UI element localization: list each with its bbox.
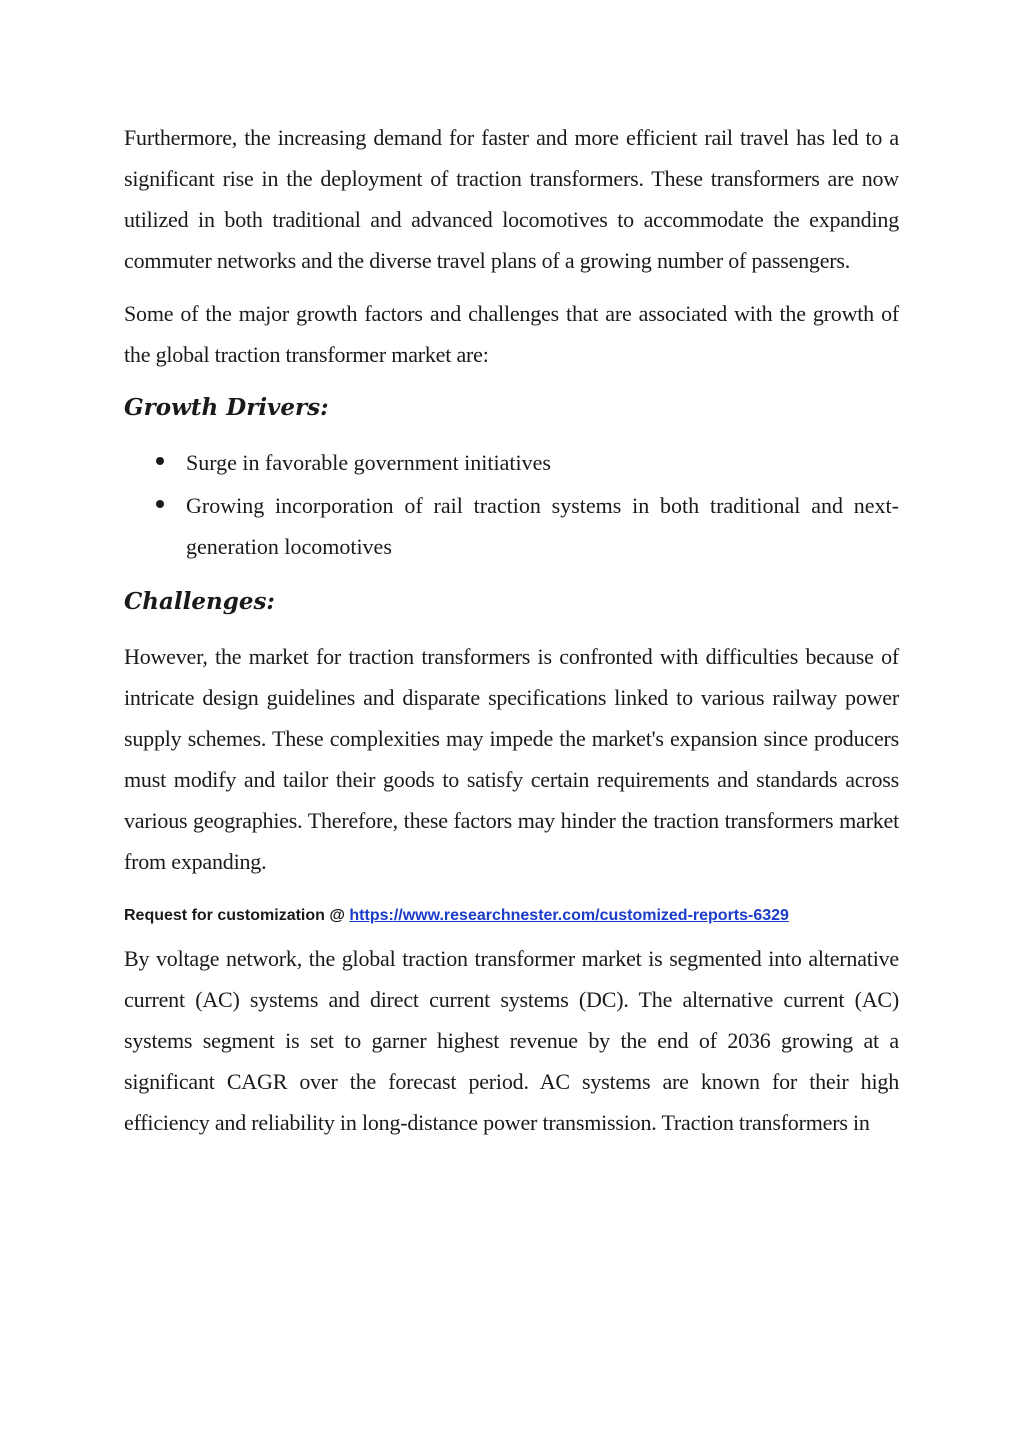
list-item (124, 485, 899, 567)
voltage-network-paragraph: By voltage network, the global traction transformer market is segmented into alternative current (AC) systems and direct current systems (DC). The alternative current (AC) systems segment is set to garner highest revenue by the end of 2036 growing at a significant CAGR over the forecast period. AC systems are known for their high efficiency and reliability in long-distance power transmission. Traction transformers in (124, 946, 899, 1135)
intro-paragraph: Furthermore, the increasing demand for faster and more efficient rail travel has led to a significant rise in the deployment of traction transformers. These transformers are now utilized in both traditional and advanced locomotives to accommodate the expanding commuter networks and the diverse travel plans of a growing number of passengers. (124, 125, 899, 273)
bullet-icon (156, 457, 164, 465)
document-page (124, 117, 899, 1143)
list-item-text: Growing incorporation of rail traction systems in both traditional and next-generation locomotives (186, 493, 899, 559)
growth-drivers-heading: Growth Drivers: (124, 394, 329, 421)
challenges-paragraph: However, the market for traction transformers is confronted with difficulties because of intricate design guidelines and disparate specifications linked to various railway power supply schemes. These complexities may impede the market's expansion since producers must modify and tailor their goods to satisfy certain requirements and standards across various geographies. Therefore, these factors may hinder the traction transformers market from expanding. (124, 644, 899, 874)
challenges-heading: Challenges: (124, 588, 275, 615)
factors-intro-paragraph: Some of the major growth factors and challenges that are associated with the growth of the global traction transformer market are: (124, 301, 899, 367)
list-item (124, 442, 899, 483)
customization-link[interactable]: https://www.researchnester.com/customized-reports-6329 (349, 907, 789, 924)
bullet-icon (156, 500, 164, 508)
request-customization-line (124, 904, 899, 928)
growth-drivers-list (124, 442, 899, 567)
list-item-text: Surge in favorable government initiatives (186, 450, 551, 475)
request-label: Request for customization @ (124, 907, 350, 924)
